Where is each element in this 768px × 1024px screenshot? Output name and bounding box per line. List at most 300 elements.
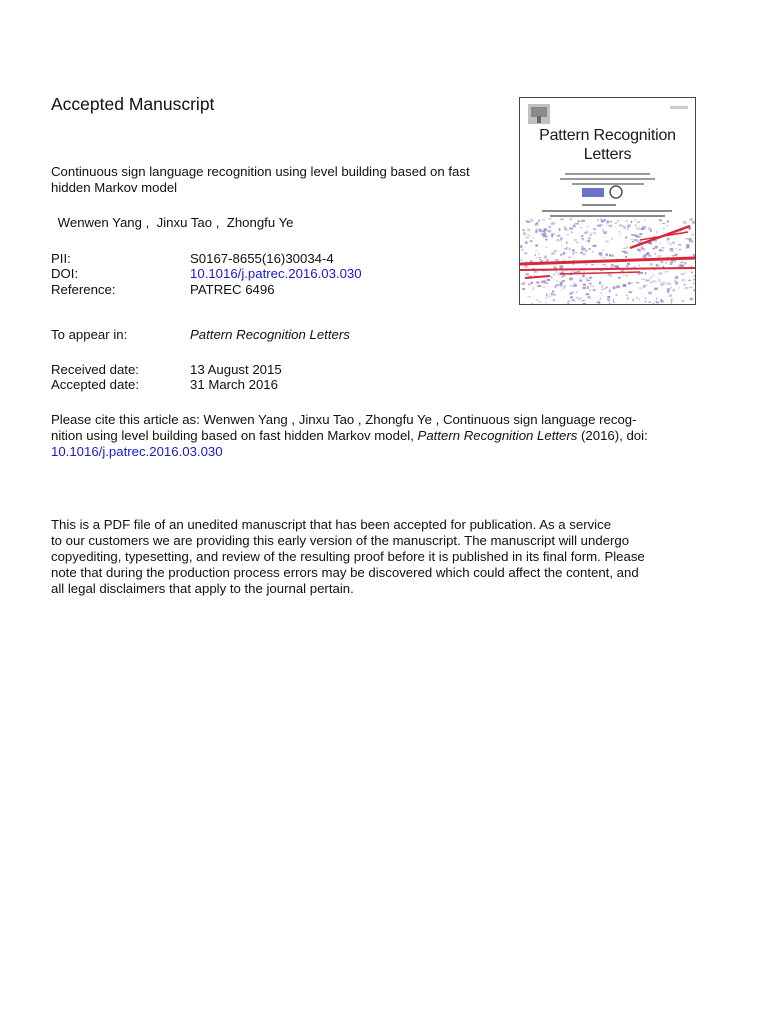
cover-pattern-speck [546, 246, 547, 248]
cover-pattern-speck [671, 302, 672, 305]
cover-pattern-speck [684, 288, 687, 290]
cover-pattern-speck [577, 297, 578, 299]
cover-pattern-speck [630, 239, 634, 240]
cover-pattern-speck [673, 289, 675, 292]
cover-pattern-speck [676, 248, 678, 250]
cover-pattern-speck [569, 228, 573, 230]
cover-pattern-speck [552, 291, 555, 292]
cover-pattern-speck [646, 279, 649, 282]
cover-pattern-speck [676, 281, 678, 284]
cover-pattern-speck [684, 262, 687, 265]
cover-pattern-speck [560, 237, 562, 240]
cover-pattern-speck [626, 275, 627, 277]
cover-pattern-speck [539, 259, 541, 260]
cover-pattern-speck [578, 298, 580, 301]
cover-pattern-speck [623, 225, 626, 228]
cover-pattern-speck [599, 226, 601, 227]
cover-pattern-speck [631, 221, 632, 223]
cover-pattern-speck [527, 221, 531, 223]
cover-pattern-speck [587, 226, 590, 228]
cover-pattern-speck [573, 225, 576, 228]
cover-pattern-speck [551, 293, 553, 295]
cover-pattern-speck [613, 299, 614, 302]
cover-pattern-speck [626, 265, 629, 267]
cover-pattern-speck [611, 264, 614, 266]
cover-pattern-speck [692, 233, 694, 235]
cover-pattern-speck [578, 220, 580, 222]
cover-pattern-speck [569, 278, 573, 281]
cover-pattern-speck [563, 252, 565, 255]
cover-pattern-speck [634, 239, 636, 241]
cover-pattern-speck [638, 249, 641, 252]
cover-pattern-speck [527, 296, 531, 297]
cover-pattern-speck [583, 303, 586, 304]
cover-pattern-speck [527, 229, 530, 231]
cover-pattern-speck [582, 275, 585, 278]
cover-pattern-speck [607, 299, 610, 301]
cover-pattern-speck [693, 282, 695, 284]
cover-pattern-speck [580, 227, 583, 228]
cover-pattern-speck [667, 240, 669, 242]
cover-pattern-speck [638, 265, 640, 267]
cover-pattern-speck [532, 303, 533, 304]
cover-pattern-speck [593, 228, 596, 230]
cover-pattern-speck [523, 304, 524, 305]
cover-pattern-speck [649, 302, 651, 303]
article-authors: Wenwen Yang , Jinxu Tao , Zhongfu Ye [54, 215, 294, 230]
notice-line-5: all legal disclaimers that apply to the journal pertain. [51, 581, 354, 596]
cover-pattern-speck [536, 300, 538, 301]
cover-pattern-speck [586, 280, 590, 281]
cover-pattern-speck [546, 296, 547, 298]
cover-pattern-speck [530, 219, 533, 222]
accepted-value: 31 March 2016 [190, 377, 278, 392]
cover-pattern-speck [524, 232, 526, 235]
cover-pattern-speck [585, 264, 587, 266]
cover-pattern-speck [615, 266, 619, 269]
cover-pattern-speck [645, 272, 647, 275]
cover-pattern-speck [553, 274, 555, 275]
cover-pattern-speck [662, 282, 666, 285]
cover-pattern-speck [620, 234, 621, 235]
cover-pattern-speck [661, 261, 664, 263]
journal-cover-image [519, 97, 696, 305]
cover-pattern-speck [530, 240, 533, 242]
cover-pattern-speck [564, 248, 567, 250]
cover-pattern-speck [667, 238, 670, 240]
cover-pattern-speck [686, 244, 690, 246]
cover-pattern-speck [619, 231, 621, 232]
cover-pattern-speck [627, 224, 631, 227]
cover-pattern-speck [576, 242, 578, 243]
cover-pattern-speck [584, 271, 585, 273]
cover-pattern-speck [555, 285, 557, 288]
cover-pattern-speck [623, 284, 626, 287]
cover-pattern-speck [667, 225, 668, 227]
reference-value: PATREC 6496 [190, 282, 275, 297]
cover-pattern-speck [674, 255, 675, 256]
cover-pattern-speck [552, 223, 556, 224]
cover-pattern-speck [586, 241, 590, 242]
cover-pattern-speck [658, 265, 659, 268]
appear-journal: Pattern Recognition Letters [190, 327, 350, 342]
cover-pattern-speck [597, 302, 601, 303]
cover-pattern-speck [533, 287, 535, 290]
cover-pattern-speck [625, 236, 627, 238]
cover-pattern-speck [631, 282, 633, 284]
cover-pattern-speck [581, 238, 583, 240]
cover-pattern-speck [633, 299, 634, 301]
citation-paragraph [51, 412, 686, 460]
cover-title-line-1: Pattern Recognition [539, 127, 676, 144]
cover-pattern-speck [539, 229, 542, 231]
cover-pattern-speck [619, 225, 622, 227]
cover-pattern-speck [584, 232, 588, 234]
cover-pattern-speck [661, 250, 663, 251]
cover-pattern-speck [570, 296, 573, 298]
cover-pattern-speck [533, 237, 535, 239]
cover-pattern-speck [643, 285, 645, 288]
cover-pattern-speck [526, 266, 527, 268]
cover-pattern-speck [545, 239, 548, 241]
cover-pattern-speck [554, 250, 557, 252]
cover-pattern-speck [685, 272, 686, 273]
cover-pattern-speck [526, 237, 530, 238]
cover-pattern-speck [572, 252, 575, 255]
cover-pattern-speck [609, 274, 612, 277]
cover-pattern-speck [600, 298, 601, 300]
cover-pattern-speck [541, 281, 545, 284]
cover-pattern-speck [660, 301, 664, 303]
cover-pattern-speck [553, 299, 556, 301]
cover-pattern-speck [653, 274, 654, 275]
cover-pattern-speck [659, 249, 662, 251]
cover-pattern-speck [560, 289, 562, 290]
cover-title-line-2: Letters [583, 146, 632, 163]
cover-pattern-speck [582, 248, 586, 251]
cover-pattern-speck [585, 278, 587, 280]
cover-pattern-speck [693, 279, 695, 281]
cover-pattern-speck [654, 253, 656, 255]
cover-pattern-speck [656, 265, 658, 267]
cover-pattern-speck [675, 261, 676, 263]
cover-pattern-speck [542, 230, 545, 232]
cover-subtitle-lines [560, 173, 655, 185]
cover-pattern-speck [637, 239, 639, 241]
cover-pattern-speck [548, 295, 551, 297]
cover-pattern-speck [660, 243, 661, 244]
cover-pattern-speck [573, 284, 577, 287]
cover-pattern-speck [667, 288, 670, 291]
cover-pattern-speck [639, 233, 642, 235]
cover-pattern-speck [629, 291, 633, 293]
cover-pattern-speck [546, 294, 547, 296]
cover-pattern-speck [609, 289, 611, 292]
cover-pattern-speck [591, 234, 592, 235]
cover-pattern-speck [689, 219, 691, 221]
notice-line-1: This is a PDF file of an unedited manuscript that has been accepted for publication. As a service [51, 517, 612, 532]
cover-pattern-speck [588, 296, 591, 299]
cover-pattern-speck [681, 279, 685, 281]
society-emblem [582, 186, 622, 198]
cover-pattern-speck [656, 297, 657, 300]
cover-pattern-speck [601, 224, 603, 226]
cover-pattern-speck [555, 259, 558, 261]
cover-pattern-speck [588, 238, 591, 239]
cover-pattern-speck [627, 228, 629, 230]
cover-pattern-speck [641, 279, 645, 280]
cover-pattern-speck [586, 293, 590, 295]
cover-pattern-speck [675, 277, 678, 280]
cover-pattern-speck [643, 256, 645, 259]
cover-pattern-speck [606, 253, 608, 256]
cover-pattern-speck [645, 256, 647, 257]
page-heading: Accepted Manuscript [51, 94, 215, 114]
citation-text: nition using level building based on fast hidden Markov model, [51, 428, 418, 443]
article-title: Continuous sign language recognition using level building based on fast hidden Markov model [51, 164, 470, 195]
cover-pattern-speck [692, 254, 695, 255]
cover-pattern-speck [597, 219, 598, 221]
cover-pattern-speck [574, 282, 576, 283]
cover-pattern-speck [648, 255, 651, 256]
cover-pattern-speck [561, 245, 562, 246]
cover-pattern-speck [650, 282, 652, 283]
cover-pattern-speck [599, 252, 603, 255]
cover-pattern-speck [560, 219, 563, 221]
cover-pattern-speck [579, 280, 582, 282]
cover-pattern-speck [678, 244, 681, 245]
cover-pattern-speck [571, 300, 574, 301]
cover-pattern-speck [625, 220, 628, 221]
cover-pattern-speck [582, 253, 585, 256]
cover-pattern-speck [694, 289, 696, 291]
cover-pattern-speck [611, 237, 612, 240]
cover-pattern-speck [575, 223, 578, 224]
cover-pattern-speck [671, 251, 674, 252]
cover-pattern-speck [559, 285, 562, 286]
cover-pattern-speck [559, 228, 561, 231]
cover-pattern-speck [535, 250, 538, 251]
cover-pattern-speck [616, 285, 620, 288]
cover-pattern-speck [530, 261, 531, 262]
cover-pattern-speck [642, 226, 646, 229]
cover-pattern-speck [557, 235, 560, 237]
cover-pattern-speck [563, 260, 564, 261]
cover-pattern-speck [671, 260, 673, 261]
cover-pattern-speck [675, 254, 678, 256]
cover-pattern-speck [523, 282, 525, 283]
cover-pattern-speck [604, 231, 607, 234]
cover-pattern-speck [656, 231, 658, 234]
cover-pattern-speck [606, 286, 608, 288]
cover-pattern-speck [592, 251, 594, 252]
cover-pattern-speck [658, 255, 661, 258]
cover-pattern-speck [551, 233, 555, 235]
cover-pattern-speck [638, 273, 640, 275]
cover-pattern-speck [571, 292, 575, 294]
cover-pattern-speck [581, 235, 583, 237]
cover-pattern-speck [593, 289, 596, 291]
cover-pattern-speck [547, 279, 550, 281]
cover-pattern-speck [618, 277, 621, 279]
cover-pattern-speck [650, 263, 653, 265]
cover-pattern-speck [581, 220, 585, 222]
cover-pattern-speck [565, 271, 566, 272]
cover-pattern-speck [549, 218, 552, 219]
cover-pattern-speck [692, 221, 695, 224]
cover-pattern-speck [570, 218, 572, 220]
cover-pattern-speck [527, 235, 531, 236]
cover-pattern [520, 218, 695, 304]
cover-pattern-speck [614, 302, 615, 304]
cover-pattern-speck [601, 289, 604, 290]
appear-label: To appear in: [51, 327, 128, 342]
cover-pattern-speck [607, 296, 610, 298]
cover-pattern-speck [535, 254, 536, 256]
cover-pattern-speck [591, 232, 593, 233]
cover-pattern-speck [674, 280, 675, 282]
cover-pattern-speck [627, 247, 628, 248]
cover-pattern-speck [624, 252, 628, 254]
cover-pattern-speck [570, 285, 573, 286]
cover-pattern-speck [668, 242, 669, 244]
pii-value: S0167-8655(16)30034-4 [190, 251, 334, 266]
cover-pattern-speck [539, 302, 542, 303]
cover-pattern-speck [659, 272, 663, 275]
received-value: 13 August 2015 [190, 362, 282, 377]
citation-year: (2016), doi: [577, 428, 648, 443]
cover-pattern-speck [636, 297, 637, 298]
cover-pattern-speck [535, 244, 537, 246]
cover-pattern-speck [559, 241, 562, 242]
doi-link[interactable]: 10.1016/j.patrec.2016.03.030 [190, 266, 362, 281]
cover-pattern-speck [636, 227, 640, 230]
cover-pattern-speck [548, 226, 551, 228]
cover-pattern-speck [521, 259, 523, 261]
cover-pattern-speck [612, 302, 614, 303]
cover-pattern-speck [679, 249, 681, 250]
cover-pattern-speck [615, 223, 617, 224]
cover-pattern-speck [688, 280, 690, 282]
cover-pattern-stroke [520, 268, 695, 270]
citation-journal: Pattern Recognition Letters [417, 428, 578, 443]
cover-pattern-speck [691, 272, 693, 274]
cover-pattern-speck [671, 287, 672, 288]
cover-pattern-speck [599, 303, 601, 304]
cover-pattern-speck [627, 263, 630, 265]
cover-pattern-speck [585, 250, 588, 251]
cover-pattern-speck [603, 264, 606, 265]
cover-pattern-speck [600, 255, 603, 257]
cover-pattern-speck [650, 277, 652, 278]
cover-pattern-speck [598, 300, 600, 302]
cover-pattern-speck [547, 231, 549, 232]
cover-pattern-speck [551, 276, 553, 279]
cover-pattern-speck [568, 301, 570, 302]
cover-pattern-speck [558, 265, 561, 266]
cover-pattern-speck [604, 288, 606, 289]
cover-pattern-speck [644, 298, 647, 299]
citation-line-1: Please cite this article as: Wenwen Yang , Jinxu Tao , Zhongfu Ye , Continuous sign language recog- [51, 412, 637, 427]
cover-pattern-speck [690, 298, 694, 301]
cover-pattern-speck [652, 280, 654, 282]
cover-pattern-speck [599, 282, 601, 285]
cover-pattern-speck [603, 257, 604, 258]
elsevier-tree-logo [528, 104, 550, 124]
cover-pattern-speck [644, 284, 647, 286]
cover-pattern-speck [576, 292, 578, 293]
cover-pattern-speck [589, 283, 592, 285]
cover-pattern-speck [574, 239, 577, 241]
cover-pattern-speck [589, 277, 592, 279]
cover-pattern-speck [650, 243, 652, 245]
cover-pattern-speck [613, 286, 616, 289]
cover-pattern-speck [580, 252, 583, 254]
cover-pattern-speck [582, 300, 586, 301]
received-label: Received date: [51, 362, 139, 377]
cover-pattern-speck [623, 248, 626, 249]
citation-doi-link[interactable]: 10.1016/j.patrec.2016.03.030 [51, 444, 223, 459]
cover-pattern-speck [663, 228, 665, 229]
cover-pattern-speck [601, 285, 603, 287]
cover-pattern-speck [686, 246, 689, 248]
cover-pattern-speck [628, 282, 631, 284]
cover-pattern-speck [639, 298, 641, 301]
cover-pattern-speck [669, 294, 672, 297]
cover-pattern-speck [637, 221, 640, 223]
cover-pattern-speck [665, 261, 666, 264]
cover-pattern-speck [671, 299, 673, 302]
cover-pattern-speck [665, 271, 669, 272]
cover-pattern-speck [556, 271, 557, 273]
cover-pattern-speck [542, 286, 546, 288]
cover-pattern-speck [617, 220, 619, 222]
cover-pattern-speck [659, 219, 662, 221]
cover-pattern-speck [581, 298, 582, 299]
cover-pattern-speck [654, 288, 658, 291]
cover-pattern-speck [597, 264, 599, 266]
cover-pattern-speck [572, 249, 574, 251]
cover-pattern-speck [542, 234, 546, 237]
cover-pattern-speck [538, 253, 540, 255]
cover-pattern-speck [535, 223, 539, 226]
cover-pattern-speck [563, 287, 564, 289]
cover-pattern-speck [589, 248, 591, 250]
cover-pattern-speck [591, 264, 595, 265]
cover-pattern-speck [546, 283, 548, 284]
cover-pattern-speck [609, 225, 613, 227]
cover-pattern-speck [601, 220, 605, 223]
cover-journal-title [520, 126, 695, 164]
cover-pattern-speck [644, 301, 647, 303]
cover-pattern-speck [560, 254, 562, 256]
cover-pattern-speck [609, 254, 612, 256]
cover-pattern-speck [644, 219, 646, 220]
cover-pattern-speck [582, 287, 586, 289]
cover-pattern-speck [659, 281, 660, 283]
cover-pattern-speck [564, 285, 566, 287]
cover-pattern-speck [525, 241, 527, 243]
cover-pattern-speck [679, 287, 680, 289]
cover-pattern-speck [576, 252, 577, 253]
cover-pattern-speck [689, 239, 693, 242]
cover-pattern-speck [568, 257, 571, 259]
cover-pattern-speck [652, 303, 655, 304]
cover-pattern-speck [681, 263, 682, 266]
cover-pattern-speck [561, 276, 563, 278]
cover-pattern-speck [528, 283, 530, 284]
cover-pattern-speck [583, 284, 586, 286]
